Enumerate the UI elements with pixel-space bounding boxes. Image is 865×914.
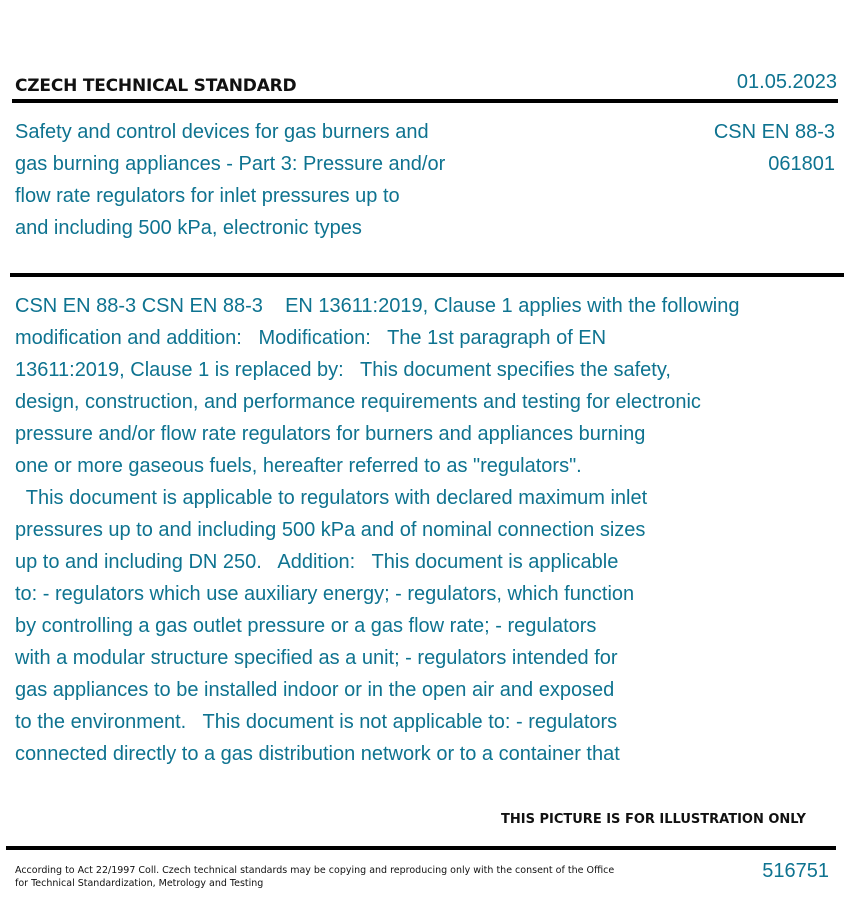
body-line: pressures up to and including 500 kPa and of nominal connection sizes (15, 519, 646, 541)
classification-number: 061801 (768, 153, 835, 175)
body-line: to the environment. This document is not applicable to: - regulators (15, 711, 618, 733)
body-line: CSN EN 88-3 CSN EN 88-3 EN 13611:2019, Clause 1 applies with the following (15, 295, 740, 317)
title-line: and including 500 kPa, electronic types (15, 217, 362, 239)
body-line: one or more gaseous fuels, hereafter referred to as "regulators". (15, 455, 582, 477)
publication-date: 01.05.2023 (736, 71, 837, 93)
standard-title (15, 116, 495, 244)
body-line: connected directly to a gas distribution network or to a container that (15, 743, 620, 765)
body-line: gas appliances to be installed indoor or in the open air and exposed (15, 679, 615, 701)
document-type-heading: CZECH TECHNICAL STANDARD (15, 76, 297, 96)
body-line: pressure and/or flow rate regulators for burners and appliances burning (15, 423, 646, 445)
body-line: 13611:2019, Clause 1 is replaced by: This document specifies the safety, (15, 359, 671, 381)
body-line: up to and including DN 250. Addition: This document is applicable (15, 551, 619, 573)
copyright-notice (15, 864, 615, 890)
standard-code: CSN EN 88-3 (713, 121, 835, 143)
illustration-disclaimer: THIS PICTURE IS FOR ILLUSTRATION ONLY (501, 812, 806, 827)
body-line: modification and addition: Modification: The 1st paragraph of EN (15, 327, 607, 349)
body-line: design, construction, and performance requirements and testing for electronic (15, 391, 701, 413)
header-rule (12, 99, 838, 103)
body-line: by controlling a gas outlet pressure or a gas flow rate; - regulators (15, 615, 597, 637)
body-line: This document is applicable to regulators with declared maximum inlet (15, 487, 648, 509)
scope-text (15, 290, 835, 770)
footer-note-line: According to Act 22/1997 Coll. Czech technical standards may be copying and reproducing only with the consent of the Office (15, 865, 615, 876)
standard-codes (714, 116, 835, 180)
title-line: gas burning appliances - Part 3: Pressure and/or (15, 153, 446, 175)
footer-note-line: for Technical Standardization, Metrology and Testing (15, 878, 264, 889)
body-line: with a modular structure specified as a unit; - regulators intended for (15, 647, 618, 669)
body-line: to: - regulators which use auxiliary energy; - regulators, which function (15, 583, 635, 605)
document-number: 516751 (762, 860, 829, 882)
footer-rule (6, 846, 836, 850)
title-line: Safety and control devices for gas burners and (15, 121, 429, 143)
title-rule (10, 273, 844, 277)
title-line: flow rate regulators for inlet pressures up to (15, 185, 400, 207)
